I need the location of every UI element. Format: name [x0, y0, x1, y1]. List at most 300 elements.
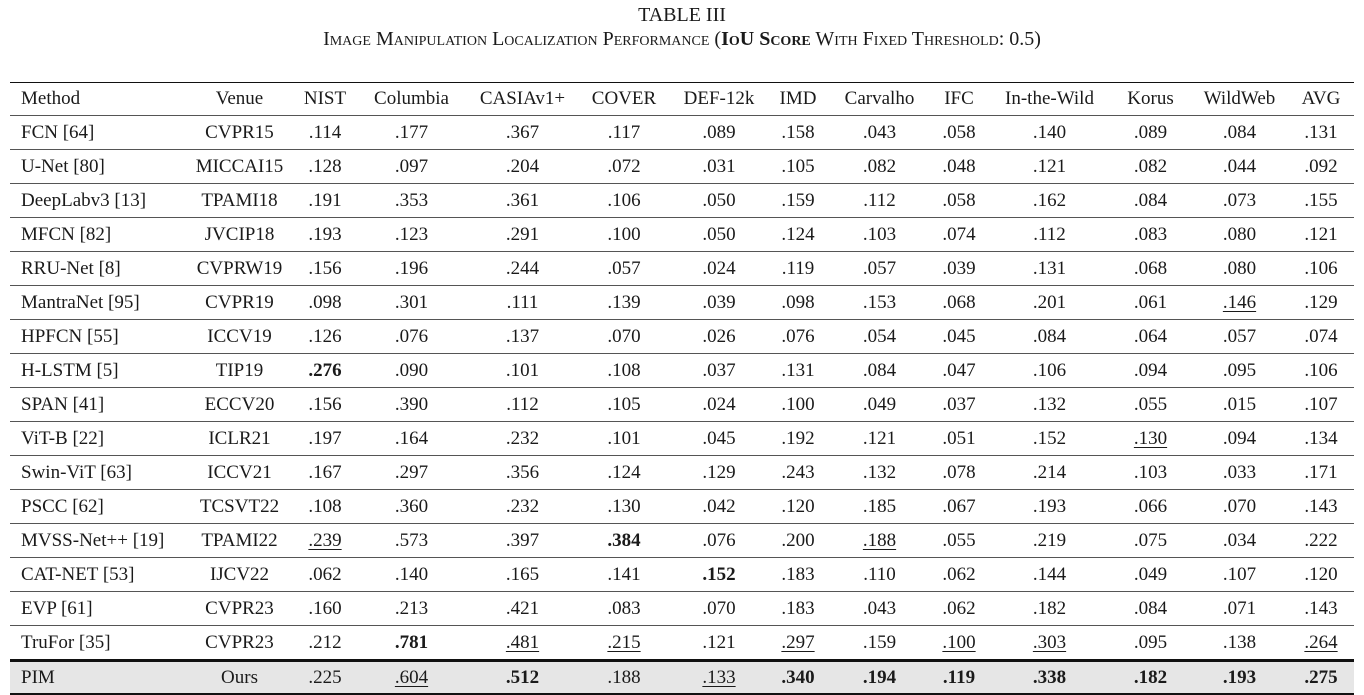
score-cell	[354, 456, 469, 490]
score-value: .106	[1304, 359, 1338, 381]
score-value: .103	[862, 223, 897, 245]
score-value: .213	[394, 597, 429, 619]
method-cell: HPFCN [55]	[10, 320, 183, 354]
score-cell	[354, 626, 469, 661]
score-value: .106	[1032, 359, 1067, 381]
score-cell	[296, 320, 354, 354]
score-value: .143	[1304, 597, 1338, 619]
score-cell	[1191, 626, 1288, 661]
score-cell	[672, 524, 766, 558]
venue-cell: IJCV22	[183, 558, 296, 592]
score-cell	[989, 184, 1110, 218]
score-value: .070	[607, 325, 641, 347]
score-cell	[1110, 286, 1191, 320]
score-cell	[469, 524, 576, 558]
score-cell	[989, 150, 1110, 184]
score-cell	[296, 286, 354, 320]
score-value: .121	[1304, 223, 1338, 245]
score-cell	[469, 626, 576, 661]
score-value: .024	[702, 257, 736, 279]
table-row	[10, 116, 1354, 150]
column-header: IFC	[929, 83, 989, 116]
score-cell	[1288, 490, 1354, 524]
score-value: .152	[702, 563, 736, 585]
score-value: .182	[1133, 666, 1168, 688]
score-value: .132	[862, 461, 897, 483]
score-cell	[929, 626, 989, 661]
score-value: .112	[506, 393, 539, 415]
score-cell	[1191, 286, 1288, 320]
score-value: .604	[394, 666, 429, 688]
score-value: .064	[1133, 325, 1168, 347]
score-cell	[766, 661, 830, 695]
column-header: COVER	[576, 83, 672, 116]
score-value: .068	[942, 291, 976, 313]
score-cell	[766, 558, 830, 592]
score-value: .133	[702, 666, 736, 688]
score-cell	[830, 218, 929, 252]
score-cell	[1191, 524, 1288, 558]
score-value: .100	[942, 631, 976, 653]
score-value: .291	[505, 223, 540, 245]
score-cell	[929, 592, 989, 626]
score-value: .058	[942, 121, 976, 143]
score-cell	[354, 490, 469, 524]
score-cell	[354, 320, 469, 354]
score-cell	[1191, 388, 1288, 422]
table-row	[10, 592, 1354, 626]
score-value: .134	[1304, 427, 1338, 449]
score-cell	[929, 286, 989, 320]
score-value: .120	[781, 495, 815, 517]
score-value: .297	[781, 631, 815, 653]
score-cell	[354, 252, 469, 286]
score-value: .177	[394, 121, 429, 143]
score-cell	[672, 354, 766, 388]
score-value: .071	[1222, 597, 1257, 619]
score-cell	[830, 388, 929, 422]
score-cell	[989, 592, 1110, 626]
score-cell	[1110, 661, 1191, 695]
score-cell	[929, 661, 989, 695]
score-value: .384	[607, 529, 641, 551]
table-title-after: With Fixed Threshold: 0.5)	[810, 28, 1041, 50]
score-value: .084	[1222, 121, 1257, 143]
score-value: .165	[505, 563, 540, 585]
method-cell: U-Net [80]	[10, 150, 183, 184]
column-header: CASIAv1+	[469, 83, 576, 116]
score-value: .301	[394, 291, 429, 313]
score-cell	[929, 252, 989, 286]
score-cell	[672, 456, 766, 490]
score-cell	[1191, 184, 1288, 218]
score-cell	[576, 150, 672, 184]
score-value: .512	[505, 666, 540, 688]
score-cell	[469, 456, 576, 490]
score-value: .193	[1032, 495, 1067, 517]
score-value: .121	[862, 427, 897, 449]
table-title-metric: IoU Score	[721, 28, 811, 50]
score-cell	[1191, 456, 1288, 490]
score-cell	[766, 184, 830, 218]
score-cell	[354, 592, 469, 626]
score-cell	[672, 218, 766, 252]
score-value: .074	[942, 223, 976, 245]
score-cell	[989, 116, 1110, 150]
score-value: .194	[862, 666, 897, 688]
score-cell	[469, 184, 576, 218]
score-cell	[576, 661, 672, 695]
score-cell	[1288, 218, 1354, 252]
score-value: .264	[1304, 631, 1338, 653]
score-cell	[929, 524, 989, 558]
score-value: .105	[781, 155, 815, 177]
score-value: .139	[607, 291, 641, 313]
score-cell	[1191, 218, 1288, 252]
score-cell	[989, 252, 1110, 286]
score-cell	[672, 661, 766, 695]
score-cell	[1288, 116, 1354, 150]
method-cell: MantraNet [95]	[10, 286, 183, 320]
score-value: .130	[1133, 427, 1168, 449]
venue-cell: Ours	[183, 661, 296, 695]
score-cell	[576, 320, 672, 354]
score-cell	[1288, 354, 1354, 388]
score-cell	[830, 626, 929, 661]
score-cell	[830, 558, 929, 592]
score-value: .243	[781, 461, 815, 483]
score-cell	[929, 388, 989, 422]
score-cell	[830, 422, 929, 456]
score-value: .138	[1222, 631, 1257, 653]
score-value: .106	[607, 189, 641, 211]
score-value: .045	[702, 427, 736, 449]
score-cell	[830, 524, 929, 558]
score-cell	[989, 354, 1110, 388]
score-value: .137	[505, 325, 540, 347]
score-value: .055	[942, 529, 976, 551]
table-row	[10, 320, 1354, 354]
score-cell	[672, 592, 766, 626]
score-cell	[1110, 388, 1191, 422]
score-cell	[576, 388, 672, 422]
column-header: In-the-Wild	[989, 83, 1110, 116]
score-cell	[672, 320, 766, 354]
table-row	[10, 252, 1354, 286]
score-cell	[1191, 558, 1288, 592]
score-value: .126	[308, 325, 342, 347]
score-value: .117	[607, 121, 641, 143]
score-cell	[766, 626, 830, 661]
column-header: DEF-12k	[672, 83, 766, 116]
score-cell	[989, 490, 1110, 524]
method-cell: H-LSTM [5]	[10, 354, 183, 388]
score-value: .214	[1032, 461, 1067, 483]
score-value: .130	[607, 495, 641, 517]
score-cell	[1110, 354, 1191, 388]
table-title-before: Image Manipulation Localization Performance (	[323, 28, 722, 50]
score-value: .057	[862, 257, 897, 279]
venue-cell: CVPR23	[183, 626, 296, 661]
table-row	[10, 218, 1354, 252]
score-value: .034	[1222, 529, 1257, 551]
score-cell	[469, 116, 576, 150]
score-cell	[989, 626, 1110, 661]
score-value: .084	[862, 359, 897, 381]
table-label: TABLE III	[638, 4, 726, 26]
score-cell	[989, 524, 1110, 558]
score-cell	[989, 320, 1110, 354]
score-cell	[672, 150, 766, 184]
score-cell	[469, 320, 576, 354]
score-value: .201	[1032, 291, 1067, 313]
score-cell	[766, 456, 830, 490]
score-value: .162	[1032, 189, 1067, 211]
method-cell: EVP [61]	[10, 592, 183, 626]
score-cell	[469, 592, 576, 626]
score-cell	[576, 116, 672, 150]
table-row	[10, 456, 1354, 490]
score-value: .182	[1032, 597, 1067, 619]
score-value: .073	[1222, 189, 1257, 211]
score-value: .361	[505, 189, 540, 211]
score-value: .193	[308, 223, 342, 245]
score-cell	[354, 388, 469, 422]
venue-cell: ICCV19	[183, 320, 296, 354]
header-row	[10, 83, 1354, 116]
score-value: .039	[942, 257, 976, 279]
venue-cell: TCSVT22	[183, 490, 296, 524]
venue-cell: TIP19	[183, 354, 296, 388]
column-header: WildWeb	[1191, 83, 1288, 116]
score-cell	[766, 490, 830, 524]
score-value: .072	[607, 155, 641, 177]
score-cell	[1110, 626, 1191, 661]
method-cell: SPAN [41]	[10, 388, 183, 422]
score-cell	[1288, 626, 1354, 661]
score-value: .390	[394, 393, 429, 415]
score-cell	[1288, 252, 1354, 286]
score-cell	[469, 558, 576, 592]
score-cell	[929, 116, 989, 150]
score-cell	[1191, 592, 1288, 626]
score-value: .183	[781, 597, 815, 619]
score-value: .043	[862, 597, 897, 619]
method-cell: ViT-B [22]	[10, 422, 183, 456]
score-cell	[929, 558, 989, 592]
score-value: .143	[1304, 495, 1338, 517]
score-cell	[989, 286, 1110, 320]
method-cell: RRU-Net [8]	[10, 252, 183, 286]
score-value: .275	[1304, 666, 1338, 688]
score-value: .196	[394, 257, 429, 279]
score-value: .039	[702, 291, 736, 313]
score-value: .114	[308, 121, 342, 143]
score-cell	[672, 388, 766, 422]
score-cell	[576, 558, 672, 592]
method-cell: PSCC [62]	[10, 490, 183, 524]
method-cell: MVSS-Net++ [19]	[10, 524, 183, 558]
score-value: .239	[308, 529, 342, 551]
score-value: .049	[862, 393, 897, 415]
score-value: .101	[505, 359, 540, 381]
score-value: .120	[1304, 563, 1338, 585]
score-value: .066	[1133, 495, 1168, 517]
score-value: .197	[308, 427, 342, 449]
score-value: .303	[1032, 631, 1067, 653]
score-cell	[296, 626, 354, 661]
score-value: .397	[505, 529, 540, 551]
score-value: .089	[1133, 121, 1168, 143]
score-value: .360	[394, 495, 429, 517]
column-header: NIST	[296, 83, 354, 116]
column-header: Venue	[183, 83, 296, 116]
column-header: AVG	[1288, 83, 1354, 116]
score-value: .095	[1133, 631, 1168, 653]
score-value: .080	[1222, 223, 1257, 245]
score-cell	[1191, 354, 1288, 388]
score-value: .131	[1032, 257, 1067, 279]
score-value: .058	[942, 189, 976, 211]
results-table	[10, 82, 1354, 695]
score-cell	[1288, 184, 1354, 218]
score-value: .044	[1222, 155, 1257, 177]
score-cell	[1288, 422, 1354, 456]
score-cell	[1110, 116, 1191, 150]
score-cell	[1288, 456, 1354, 490]
score-value: .171	[1304, 461, 1338, 483]
score-cell	[1288, 320, 1354, 354]
score-value: .051	[942, 427, 976, 449]
table-row-ours	[10, 661, 1354, 695]
score-cell	[354, 116, 469, 150]
score-cell	[830, 490, 929, 524]
score-value: .160	[308, 597, 342, 619]
score-value: .075	[1133, 529, 1168, 551]
score-value: .155	[1304, 189, 1338, 211]
score-cell	[672, 490, 766, 524]
score-cell	[1288, 558, 1354, 592]
score-cell	[830, 320, 929, 354]
score-value: .131	[1304, 121, 1338, 143]
score-cell	[766, 592, 830, 626]
score-value: .129	[702, 461, 736, 483]
score-cell	[766, 286, 830, 320]
score-value: .045	[942, 325, 976, 347]
score-cell	[766, 320, 830, 354]
score-value: .124	[607, 461, 641, 483]
score-value: .573	[394, 529, 429, 551]
score-value: .183	[781, 563, 815, 585]
score-value: .188	[607, 666, 641, 688]
score-value: .112	[863, 189, 896, 211]
score-value: .100	[781, 393, 815, 415]
score-value: .076	[781, 325, 815, 347]
score-cell	[929, 456, 989, 490]
score-cell	[296, 661, 354, 695]
score-cell	[1191, 252, 1288, 286]
score-value: .340	[781, 666, 815, 688]
method-cell: CAT-NET [53]	[10, 558, 183, 592]
score-value: .057	[607, 257, 641, 279]
score-value: .105	[607, 393, 641, 415]
score-cell	[766, 388, 830, 422]
score-value: .481	[505, 631, 540, 653]
score-value: .192	[781, 427, 815, 449]
venue-cell: MICCAI15	[183, 150, 296, 184]
score-cell	[296, 252, 354, 286]
score-cell	[576, 422, 672, 456]
score-value: .106	[1304, 257, 1338, 279]
score-cell	[766, 524, 830, 558]
score-cell	[296, 218, 354, 252]
score-value: .128	[308, 155, 342, 177]
score-value: .219	[1032, 529, 1067, 551]
score-cell	[989, 218, 1110, 252]
score-value: .111	[506, 291, 539, 313]
score-value: .037	[942, 393, 976, 415]
score-cell	[296, 116, 354, 150]
score-value: .062	[942, 597, 976, 619]
score-value: .098	[308, 291, 342, 313]
score-value: .421	[505, 597, 540, 619]
score-value: .062	[942, 563, 976, 585]
score-value: .204	[505, 155, 540, 177]
venue-cell: ECCV20	[183, 388, 296, 422]
score-cell	[469, 286, 576, 320]
score-cell	[296, 388, 354, 422]
score-cell	[989, 661, 1110, 695]
score-cell	[830, 456, 929, 490]
table-row	[10, 490, 1354, 524]
score-value: .129	[1304, 291, 1338, 313]
table-row	[10, 286, 1354, 320]
method-cell: Swin-ViT [63]	[10, 456, 183, 490]
score-value: .047	[942, 359, 976, 381]
score-value: .356	[505, 461, 540, 483]
score-cell	[1110, 150, 1191, 184]
score-cell	[766, 218, 830, 252]
score-cell	[766, 422, 830, 456]
score-value: .167	[308, 461, 342, 483]
score-cell	[296, 150, 354, 184]
score-value: .098	[781, 291, 815, 313]
score-cell	[989, 388, 1110, 422]
score-cell	[672, 184, 766, 218]
score-value: .131	[781, 359, 815, 381]
score-cell	[576, 252, 672, 286]
column-header: Korus	[1110, 83, 1191, 116]
score-value: .015	[1222, 393, 1257, 415]
score-cell	[576, 354, 672, 388]
score-cell	[929, 218, 989, 252]
score-value: .121	[1032, 155, 1067, 177]
score-value: .119	[942, 666, 976, 688]
score-value: .158	[781, 121, 815, 143]
score-cell	[1191, 422, 1288, 456]
score-value: .026	[702, 325, 736, 347]
score-value: .225	[308, 666, 342, 688]
score-value: .057	[1222, 325, 1257, 347]
score-value: .054	[862, 325, 897, 347]
score-value: .156	[308, 393, 342, 415]
score-cell	[929, 354, 989, 388]
table-row	[10, 422, 1354, 456]
score-cell	[1110, 524, 1191, 558]
score-value: .024	[702, 393, 736, 415]
score-value: .244	[505, 257, 540, 279]
score-cell	[766, 116, 830, 150]
